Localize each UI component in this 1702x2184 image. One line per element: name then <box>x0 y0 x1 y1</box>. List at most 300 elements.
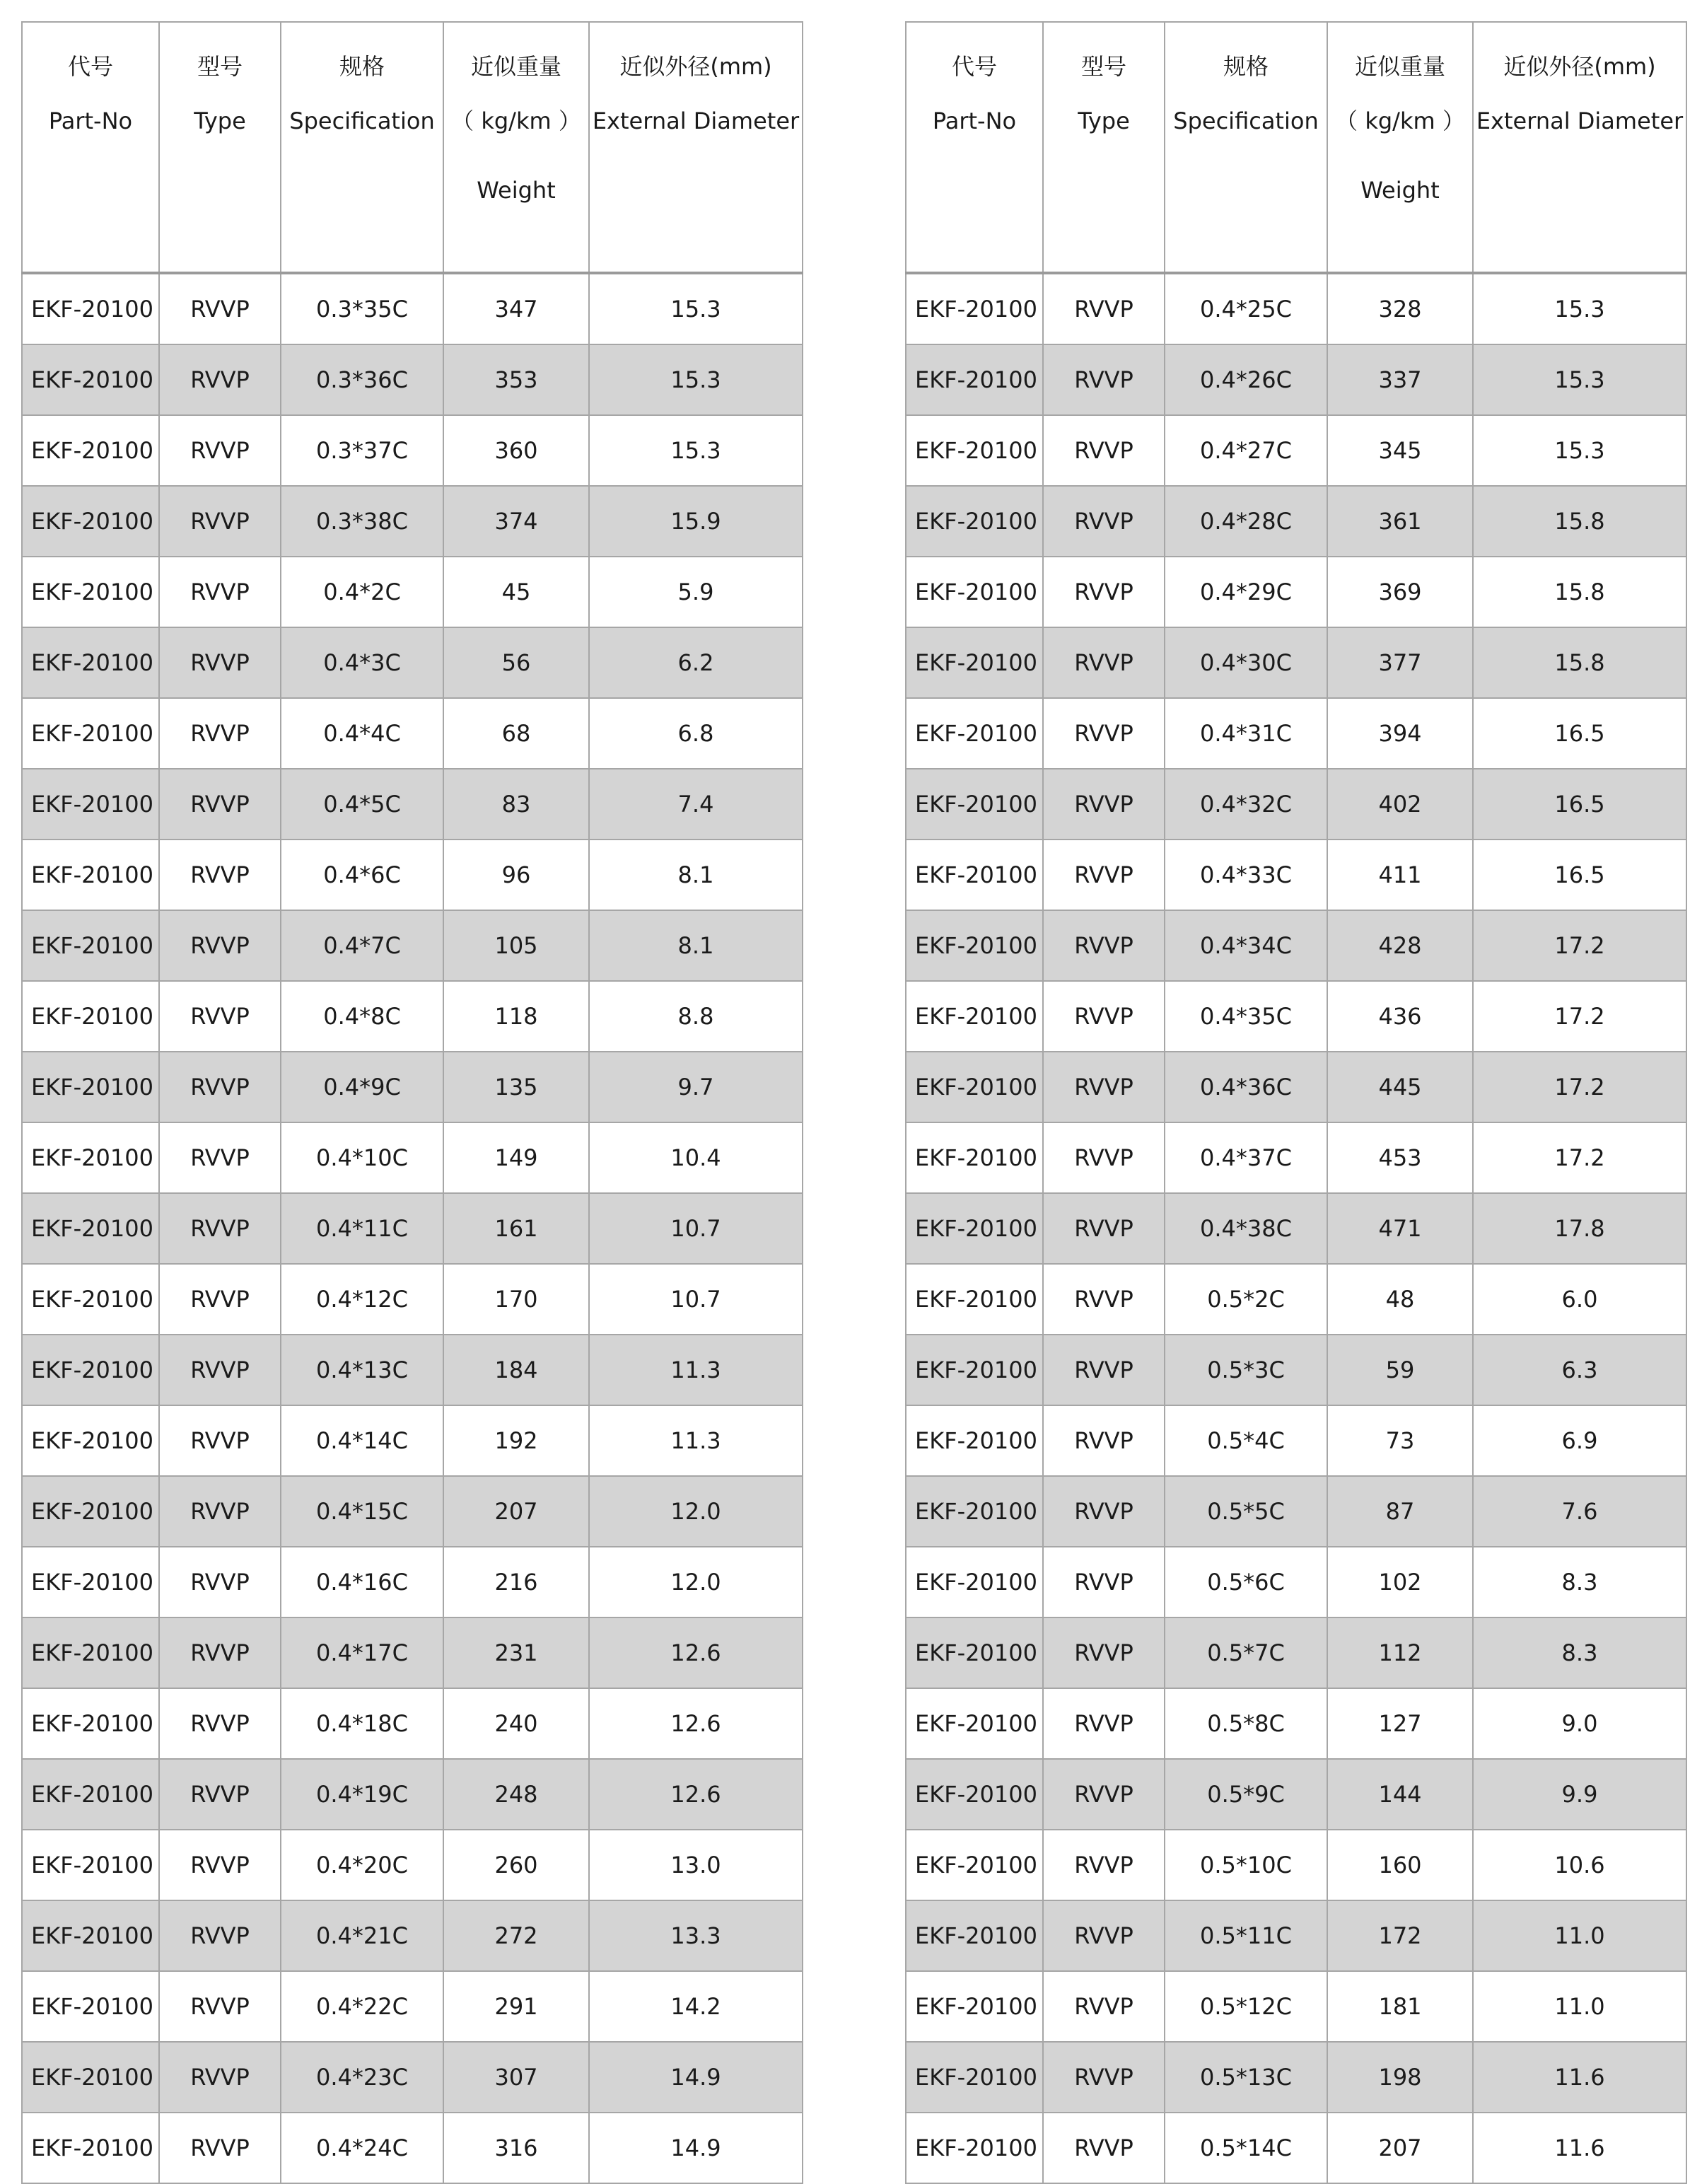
part-no-cell: EKF-20100 <box>22 415 159 486</box>
specification-cell: 0.4*17C <box>281 1617 443 1688</box>
part-no-cell: EKF-20100 <box>906 840 1043 910</box>
diameter-cell: 13.3 <box>589 1900 803 1971</box>
part-no-cell: EKF-20100 <box>22 910 159 981</box>
part-no-cell: EKF-20100 <box>22 1830 159 1900</box>
part-no-cell: EKF-20100 <box>22 1122 159 1193</box>
diameter-cell: 6.0 <box>1473 1264 1686 1335</box>
part-no-cell: EKF-20100 <box>22 1547 159 1617</box>
type-cell: RVVP <box>159 415 281 486</box>
weight-cell: 353 <box>443 344 589 415</box>
specification-cell: 0.4*23C <box>281 2042 443 2113</box>
diameter-cell: 11.6 <box>1473 2113 1686 2183</box>
weight-cell: 48 <box>1327 1264 1473 1335</box>
type-cell: RVVP <box>159 1335 281 1405</box>
weight-cell: 172 <box>1327 1900 1473 1971</box>
table-row <box>22 415 803 486</box>
weight-cell: 118 <box>443 981 589 1052</box>
part-no-cell: EKF-20100 <box>906 1405 1043 1476</box>
type-cell: RVVP <box>159 1405 281 1476</box>
weight-cell: 105 <box>443 910 589 981</box>
header-row <box>906 22 1686 273</box>
part-no-cell: EKF-20100 <box>906 769 1043 840</box>
header-external-diameter: 近似外径(mm) External Diameter <box>1473 22 1686 273</box>
part-no-cell: EKF-20100 <box>906 1122 1043 1193</box>
diameter-cell: 10.7 <box>589 1264 803 1335</box>
header-specification: 规格 Specification <box>281 22 443 273</box>
weight-cell: 160 <box>1327 1830 1473 1900</box>
diameter-cell: 11.3 <box>589 1405 803 1476</box>
table-row <box>22 1830 803 1900</box>
type-cell: RVVP <box>1043 1688 1165 1759</box>
diameter-cell: 10.4 <box>589 1122 803 1193</box>
type-cell: RVVP <box>159 486 281 557</box>
diameter-cell: 14.9 <box>589 2113 803 2183</box>
weight-cell: 56 <box>443 627 589 698</box>
specification-cell: 0.4*38C <box>1165 1193 1327 1264</box>
type-cell: RVVP <box>1043 1971 1165 2042</box>
weight-cell: 291 <box>443 1971 589 2042</box>
part-no-cell: EKF-20100 <box>22 1052 159 1122</box>
diameter-cell: 15.3 <box>1473 273 1686 344</box>
header-part-no: 代号 Part-No <box>906 22 1043 273</box>
diameter-cell: 11.6 <box>1473 2042 1686 2113</box>
weight-cell: 207 <box>1327 2113 1473 2183</box>
table-row <box>906 1971 1686 2042</box>
specification-cell: 0.4*7C <box>281 910 443 981</box>
type-cell: RVVP <box>1043 1052 1165 1122</box>
table-row <box>22 1335 803 1405</box>
type-cell: RVVP <box>159 1264 281 1335</box>
header-weight: 近似重量 （ kg/km ） Weight <box>1327 22 1473 273</box>
table-row <box>906 415 1686 486</box>
part-no-cell: EKF-20100 <box>22 1900 159 1971</box>
part-no-cell: EKF-20100 <box>22 2042 159 2113</box>
part-no-cell: EKF-20100 <box>906 2042 1043 2113</box>
table-row <box>906 2113 1686 2183</box>
weight-cell: 394 <box>1327 698 1473 769</box>
specification-cell: 0.4*12C <box>281 1264 443 1335</box>
specification-cell: 0.5*5C <box>1165 1476 1327 1547</box>
diameter-cell: 5.9 <box>589 557 803 627</box>
header-specification: 规格 Specification <box>1165 22 1327 273</box>
specification-cell: 0.4*27C <box>1165 415 1327 486</box>
specification-cell: 0.4*24C <box>281 2113 443 2183</box>
specification-cell: 0.4*34C <box>1165 910 1327 981</box>
specification-cell: 0.5*3C <box>1165 1335 1327 1405</box>
specification-cell: 0.5*6C <box>1165 1547 1327 1617</box>
table-row <box>906 2042 1686 2113</box>
weight-cell: 316 <box>443 2113 589 2183</box>
table-row <box>22 910 803 981</box>
type-cell: RVVP <box>159 1617 281 1688</box>
table-row <box>906 698 1686 769</box>
part-no-cell: EKF-20100 <box>906 1052 1043 1122</box>
specification-cell: 0.4*30C <box>1165 627 1327 698</box>
part-no-cell: EKF-20100 <box>22 981 159 1052</box>
specification-cell: 0.5*7C <box>1165 1617 1327 1688</box>
spec-table-left <box>21 21 803 2184</box>
diameter-cell: 13.0 <box>589 1830 803 1900</box>
specification-cell: 0.4*28C <box>1165 486 1327 557</box>
diameter-cell: 12.0 <box>589 1476 803 1547</box>
type-cell: RVVP <box>1043 769 1165 840</box>
part-no-cell: EKF-20100 <box>22 1617 159 1688</box>
diameter-cell: 12.6 <box>589 1688 803 1759</box>
weight-cell: 307 <box>443 2042 589 2113</box>
diameter-cell: 17.8 <box>1473 1193 1686 1264</box>
weight-cell: 248 <box>443 1759 589 1830</box>
type-cell: RVVP <box>1043 1122 1165 1193</box>
weight-cell: 96 <box>443 840 589 910</box>
part-no-cell: EKF-20100 <box>22 273 159 344</box>
weight-cell: 144 <box>1327 1759 1473 1830</box>
table-body <box>22 273 803 2183</box>
type-cell: RVVP <box>1043 1900 1165 1971</box>
table-row <box>906 1405 1686 1476</box>
type-cell: RVVP <box>159 981 281 1052</box>
part-no-cell: EKF-20100 <box>906 981 1043 1052</box>
weight-cell: 428 <box>1327 910 1473 981</box>
type-cell: RVVP <box>1043 1759 1165 1830</box>
weight-cell: 184 <box>443 1335 589 1405</box>
part-no-cell: EKF-20100 <box>22 344 159 415</box>
specification-cell: 0.5*10C <box>1165 1830 1327 1900</box>
table-row <box>906 1193 1686 1264</box>
type-cell: RVVP <box>159 1900 281 1971</box>
table-row <box>22 1759 803 1830</box>
type-cell: RVVP <box>159 557 281 627</box>
specification-cell: 0.4*21C <box>281 1900 443 1971</box>
table-row <box>22 840 803 910</box>
part-no-cell: EKF-20100 <box>906 1617 1043 1688</box>
table-row <box>906 1759 1686 1830</box>
specification-cell: 0.4*26C <box>1165 344 1327 415</box>
type-cell: RVVP <box>1043 1547 1165 1617</box>
type-cell: RVVP <box>1043 273 1165 344</box>
weight-cell: 45 <box>443 557 589 627</box>
diameter-cell: 8.3 <box>1473 1617 1686 1688</box>
specification-cell: 0.4*8C <box>281 981 443 1052</box>
weight-cell: 260 <box>443 1830 589 1900</box>
table-row <box>906 981 1686 1052</box>
part-no-cell: EKF-20100 <box>22 1193 159 1264</box>
weight-cell: 360 <box>443 415 589 486</box>
weight-cell: 445 <box>1327 1052 1473 1122</box>
specification-cell: 0.4*31C <box>1165 698 1327 769</box>
diameter-cell: 12.0 <box>589 1547 803 1617</box>
weight-cell: 59 <box>1327 1335 1473 1405</box>
weight-cell: 337 <box>1327 344 1473 415</box>
part-no-cell: EKF-20100 <box>906 1335 1043 1405</box>
type-cell: RVVP <box>1043 1405 1165 1476</box>
header-type: 型号 Type <box>1043 22 1165 273</box>
specification-cell: 0.4*36C <box>1165 1052 1327 1122</box>
header-type: 型号 Type <box>159 22 281 273</box>
table-row <box>22 1971 803 2042</box>
specification-cell: 0.5*12C <box>1165 1971 1327 2042</box>
table-row <box>906 1335 1686 1405</box>
specification-cell: 0.4*10C <box>281 1122 443 1193</box>
weight-cell: 453 <box>1327 1122 1473 1193</box>
diameter-cell: 12.6 <box>589 1617 803 1688</box>
diameter-cell: 17.2 <box>1473 1122 1686 1193</box>
specification-cell: 0.5*2C <box>1165 1264 1327 1335</box>
diameter-cell: 8.1 <box>589 910 803 981</box>
specification-cell: 0.3*35C <box>281 273 443 344</box>
part-no-cell: EKF-20100 <box>906 1193 1043 1264</box>
diameter-cell: 15.3 <box>589 415 803 486</box>
part-no-cell: EKF-20100 <box>906 698 1043 769</box>
part-no-cell: EKF-20100 <box>906 557 1043 627</box>
weight-cell: 240 <box>443 1688 589 1759</box>
table-row <box>22 2113 803 2183</box>
part-no-cell: EKF-20100 <box>906 1759 1043 1830</box>
weight-cell: 198 <box>1327 2042 1473 2113</box>
weight-cell: 181 <box>1327 1971 1473 2042</box>
type-cell: RVVP <box>1043 981 1165 1052</box>
diameter-cell: 15.8 <box>1473 557 1686 627</box>
diameter-cell: 17.2 <box>1473 981 1686 1052</box>
table-row <box>906 486 1686 557</box>
table-row <box>22 1405 803 1476</box>
header-row <box>22 22 803 273</box>
specification-cell: 0.4*37C <box>1165 1122 1327 1193</box>
table-row <box>22 1052 803 1122</box>
diameter-cell: 8.8 <box>589 981 803 1052</box>
weight-cell: 471 <box>1327 1193 1473 1264</box>
type-cell: RVVP <box>1043 1476 1165 1547</box>
table-row <box>22 1900 803 1971</box>
type-cell: RVVP <box>1043 2113 1165 2183</box>
diameter-cell: 9.9 <box>1473 1759 1686 1830</box>
type-cell: RVVP <box>159 1971 281 2042</box>
type-cell: RVVP <box>1043 910 1165 981</box>
part-no-cell: EKF-20100 <box>906 2113 1043 2183</box>
weight-cell: 374 <box>443 486 589 557</box>
table-row <box>906 627 1686 698</box>
type-cell: RVVP <box>1043 1617 1165 1688</box>
type-cell: RVVP <box>159 2113 281 2183</box>
header-part-no: 代号 Part-No <box>22 22 159 273</box>
specification-cell: 0.3*37C <box>281 415 443 486</box>
specification-cell: 0.5*9C <box>1165 1759 1327 1830</box>
header-external-diameter: 近似外径(mm) External Diameter <box>589 22 803 273</box>
weight-cell: 347 <box>443 273 589 344</box>
diameter-cell: 6.9 <box>1473 1405 1686 1476</box>
specification-cell: 0.4*20C <box>281 1830 443 1900</box>
diameter-cell: 7.4 <box>589 769 803 840</box>
table-row <box>22 486 803 557</box>
weight-cell: 87 <box>1327 1476 1473 1547</box>
weight-cell: 361 <box>1327 486 1473 557</box>
diameter-cell: 11.3 <box>589 1335 803 1405</box>
type-cell: RVVP <box>159 1476 281 1547</box>
specification-cell: 0.4*35C <box>1165 981 1327 1052</box>
diameter-cell: 16.5 <box>1473 769 1686 840</box>
table-row <box>906 910 1686 981</box>
table-row <box>906 1688 1686 1759</box>
type-cell: RVVP <box>1043 1193 1165 1264</box>
table-row <box>22 273 803 344</box>
weight-cell: 231 <box>443 1617 589 1688</box>
part-no-cell: EKF-20100 <box>22 557 159 627</box>
table-row <box>906 840 1686 910</box>
part-no-cell: EKF-20100 <box>22 1971 159 2042</box>
table-row <box>906 344 1686 415</box>
diameter-cell: 9.7 <box>589 1052 803 1122</box>
table-row <box>22 1264 803 1335</box>
type-cell: RVVP <box>159 2042 281 2113</box>
specification-cell: 0.4*32C <box>1165 769 1327 840</box>
specification-cell: 0.4*33C <box>1165 840 1327 910</box>
diameter-cell: 6.3 <box>1473 1335 1686 1405</box>
weight-cell: 369 <box>1327 557 1473 627</box>
part-no-cell: EKF-20100 <box>22 486 159 557</box>
table-row <box>906 557 1686 627</box>
type-cell: RVVP <box>1043 627 1165 698</box>
type-cell: RVVP <box>159 1052 281 1122</box>
specification-cell: 0.4*13C <box>281 1335 443 1405</box>
specification-cell: 0.4*16C <box>281 1547 443 1617</box>
part-no-cell: EKF-20100 <box>906 1264 1043 1335</box>
diameter-cell: 6.8 <box>589 698 803 769</box>
table-row <box>906 1547 1686 1617</box>
weight-cell: 345 <box>1327 415 1473 486</box>
part-no-cell: EKF-20100 <box>22 1264 159 1335</box>
part-no-cell: EKF-20100 <box>906 1830 1043 1900</box>
specification-cell: 0.4*14C <box>281 1405 443 1476</box>
weight-cell: 402 <box>1327 769 1473 840</box>
diameter-cell: 7.6 <box>1473 1476 1686 1547</box>
specification-cell: 0.4*18C <box>281 1688 443 1759</box>
type-cell: RVVP <box>159 1830 281 1900</box>
part-no-cell: EKF-20100 <box>22 1335 159 1405</box>
table-row <box>906 1052 1686 1122</box>
type-cell: RVVP <box>1043 1830 1165 1900</box>
specification-cell: 0.5*13C <box>1165 2042 1327 2113</box>
table-row <box>22 557 803 627</box>
part-no-cell: EKF-20100 <box>906 1900 1043 1971</box>
diameter-cell: 17.2 <box>1473 910 1686 981</box>
specification-cell: 0.3*36C <box>281 344 443 415</box>
table-row <box>906 1617 1686 1688</box>
diameter-cell: 15.8 <box>1473 627 1686 698</box>
table-row <box>906 769 1686 840</box>
table-row <box>22 1193 803 1264</box>
part-no-cell: EKF-20100 <box>906 627 1043 698</box>
type-cell: RVVP <box>159 698 281 769</box>
table-row <box>22 2042 803 2113</box>
type-cell: RVVP <box>1043 1335 1165 1405</box>
part-no-cell: EKF-20100 <box>906 415 1043 486</box>
diameter-cell: 16.5 <box>1473 698 1686 769</box>
diameter-cell: 8.1 <box>589 840 803 910</box>
part-no-cell: EKF-20100 <box>22 627 159 698</box>
weight-cell: 192 <box>443 1405 589 1476</box>
specification-cell: 0.4*19C <box>281 1759 443 1830</box>
diameter-cell: 15.3 <box>589 344 803 415</box>
part-no-cell: EKF-20100 <box>906 344 1043 415</box>
diameter-cell: 15.3 <box>1473 344 1686 415</box>
weight-cell: 135 <box>443 1052 589 1122</box>
type-cell: RVVP <box>159 627 281 698</box>
part-no-cell: EKF-20100 <box>906 910 1043 981</box>
table-row <box>906 1830 1686 1900</box>
type-cell: RVVP <box>159 910 281 981</box>
weight-cell: 149 <box>443 1122 589 1193</box>
type-cell: RVVP <box>159 840 281 910</box>
specification-cell: 0.4*2C <box>281 557 443 627</box>
type-cell: RVVP <box>1043 344 1165 415</box>
table-row <box>22 1617 803 1688</box>
specification-cell: 0.4*9C <box>281 1052 443 1122</box>
part-no-cell: EKF-20100 <box>906 486 1043 557</box>
table-row <box>906 1264 1686 1335</box>
diameter-cell: 6.2 <box>589 627 803 698</box>
weight-cell: 328 <box>1327 273 1473 344</box>
specification-cell: 0.4*6C <box>281 840 443 910</box>
part-no-cell: EKF-20100 <box>22 698 159 769</box>
weight-cell: 102 <box>1327 1547 1473 1617</box>
weight-cell: 73 <box>1327 1405 1473 1476</box>
type-cell: RVVP <box>1043 486 1165 557</box>
weight-cell: 216 <box>443 1547 589 1617</box>
table-body <box>906 273 1686 2183</box>
weight-cell: 170 <box>443 1264 589 1335</box>
part-no-cell: EKF-20100 <box>22 2113 159 2183</box>
spec-table-right <box>905 21 1687 2184</box>
specification-cell: 0.3*38C <box>281 486 443 557</box>
table-row <box>22 981 803 1052</box>
specification-cell: 0.4*29C <box>1165 557 1327 627</box>
specification-cell: 0.5*8C <box>1165 1688 1327 1759</box>
weight-cell: 436 <box>1327 981 1473 1052</box>
diameter-cell: 14.9 <box>589 2042 803 2113</box>
diameter-cell: 12.6 <box>589 1759 803 1830</box>
type-cell: RVVP <box>1043 1264 1165 1335</box>
diameter-cell: 15.8 <box>1473 486 1686 557</box>
weight-cell: 68 <box>443 698 589 769</box>
table-row <box>906 1900 1686 1971</box>
part-no-cell: EKF-20100 <box>906 1476 1043 1547</box>
table-row <box>22 627 803 698</box>
part-no-cell: EKF-20100 <box>906 1971 1043 2042</box>
weight-cell: 112 <box>1327 1617 1473 1688</box>
diameter-cell: 15.3 <box>1473 415 1686 486</box>
weight-cell: 127 <box>1327 1688 1473 1759</box>
table-row <box>22 344 803 415</box>
diameter-cell: 17.2 <box>1473 1052 1686 1122</box>
table-row <box>22 1547 803 1617</box>
part-no-cell: EKF-20100 <box>22 1759 159 1830</box>
weight-cell: 161 <box>443 1193 589 1264</box>
weight-cell: 207 <box>443 1476 589 1547</box>
type-cell: RVVP <box>159 769 281 840</box>
type-cell: RVVP <box>159 273 281 344</box>
specification-cell: 0.4*11C <box>281 1193 443 1264</box>
weight-cell: 83 <box>443 769 589 840</box>
specification-cell: 0.5*4C <box>1165 1405 1327 1476</box>
diameter-cell: 9.0 <box>1473 1688 1686 1759</box>
type-cell: RVVP <box>1043 840 1165 910</box>
part-no-cell: EKF-20100 <box>22 1476 159 1547</box>
specification-cell: 0.4*25C <box>1165 273 1327 344</box>
part-no-cell: EKF-20100 <box>22 840 159 910</box>
type-cell: RVVP <box>159 1759 281 1830</box>
weight-cell: 411 <box>1327 840 1473 910</box>
part-no-cell: EKF-20100 <box>22 1405 159 1476</box>
table-row <box>22 769 803 840</box>
